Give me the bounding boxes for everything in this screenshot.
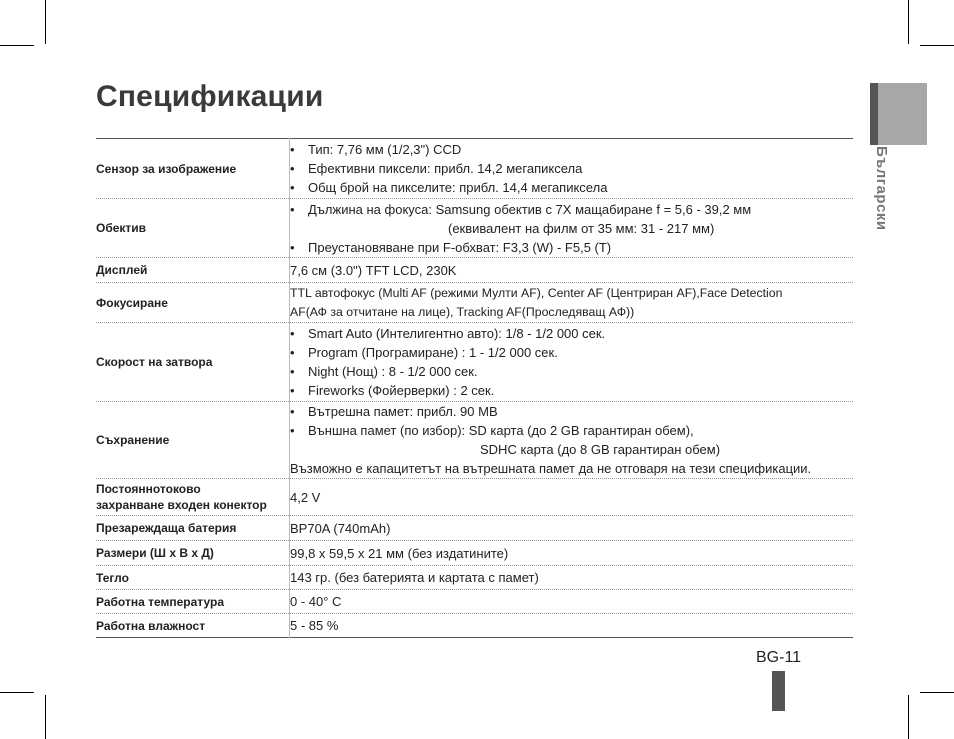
row-label: Съхранение [96, 402, 290, 479]
table-row [96, 139, 853, 199]
row-value: 0 - 40° C [290, 590, 854, 614]
table-row [96, 614, 853, 638]
page-marker-bar [772, 671, 785, 711]
crop-mark [45, 0, 46, 44]
list-item: • Night (Нощ) : 8 - 1/2 000 сек. [290, 362, 853, 381]
table-row [96, 283, 853, 323]
value-line: AF(АФ за отчитане на лице), Tracking AF(Проследяващ АФ)) [290, 304, 635, 319]
page-number: BG-11 [756, 649, 802, 666]
table-row [96, 479, 853, 516]
crop-mark [0, 692, 34, 693]
row-label: Дисплей [96, 258, 290, 283]
row-value: BP70A (740mAh) [290, 516, 854, 541]
row-value [290, 323, 854, 402]
list-item: • Вътрешна памет: прибл. 90 MB [290, 402, 853, 421]
row-value: 99,8 x 59,5 x 21 мм (без издатините) [290, 541, 854, 566]
table-row [96, 590, 853, 614]
list-item: • Дължина на фокуса: Samsung обектив с 7X мащабиране f = 5,6 - 39,2 мм (еквивалент на филм от 35 мм: 31 - 217 мм) [290, 200, 853, 238]
table-row [96, 541, 853, 566]
crop-mark [920, 692, 954, 693]
list-item: • Общ брой на пикселите: прибл. 14,4 мегапиксела [290, 178, 853, 197]
row-label: Сензор за изображение [96, 139, 290, 199]
list-item: • Преустановяване при F-обхват: F3,3 (W) - F5,5 (T) [290, 238, 853, 257]
row-label: Постояннотоково захранване входен конектор [96, 479, 290, 516]
list-item: • Външна памет (по избор): SD карта (до 2 GB гарантиран обем), SDHC карта (до 8 GB гарантиран обем) [290, 421, 853, 459]
value-line: TTL автофокус (Multi AF (режими Мулти AF), Center AF (Центриран AF),Face Detection [290, 285, 783, 300]
list-item: • Ефективни пиксели: прибл. 14,2 мегапиксела [290, 159, 853, 178]
row-label: Обектив [96, 199, 290, 258]
table-row [96, 516, 853, 541]
table-row [96, 258, 853, 283]
crop-mark [908, 0, 909, 44]
storage-note: Възможно е капацитетът на вътрешната памет да не отговаря на тези спецификации. [290, 461, 812, 476]
table-row [96, 323, 853, 402]
row-value [290, 199, 854, 258]
crop-mark [920, 45, 954, 46]
table-row [96, 199, 853, 258]
page-title: Спецификации [96, 80, 324, 113]
list-item: • Fireworks (Фойерверки) : 2 сек. [290, 381, 853, 400]
language-tab [878, 83, 927, 145]
row-value [290, 402, 854, 479]
row-label: Фокусиране [96, 283, 290, 323]
table-row [96, 402, 853, 479]
list-item: • Тип: 7,76 мм (1/2,3") CCD [290, 140, 853, 159]
list-item: • Smart Auto (Интелигентно авто): 1/8 - 1/2 000 сек. [290, 324, 853, 343]
table-row [96, 566, 853, 590]
row-value: 5 - 85 % [290, 614, 854, 638]
list-item-continuation: (еквивалент на филм от 35 мм: 31 - 217 мм) [448, 220, 715, 236]
row-value: 4,2 V [290, 479, 854, 516]
language-tab-marker [870, 83, 878, 145]
crop-mark [908, 695, 909, 739]
row-label: Презареждаща батерия [96, 516, 290, 541]
crop-mark [45, 695, 46, 739]
row-label: Скорост на затвора [96, 323, 290, 402]
row-value: 143 гр. (без батерията и картата с памет) [290, 566, 854, 590]
crop-mark [0, 45, 34, 46]
row-label: Размери (Ш x В x Д) [96, 541, 290, 566]
row-value: 7,6 см (3.0") TFT LCD, 230K [290, 258, 854, 283]
language-tab-label: Български [873, 146, 890, 231]
row-label: Работна влажност [96, 614, 290, 638]
row-value [290, 283, 854, 323]
spec-table [96, 138, 853, 638]
row-value [290, 139, 854, 199]
row-label: Тегло [96, 566, 290, 590]
row-label: Работна температура [96, 590, 290, 614]
list-item: • Program (Програмиране) : 1 - 1/2 000 сек. [290, 343, 853, 362]
list-item-continuation: SDHC карта (до 8 GB гарантиран обем) [480, 442, 721, 457]
